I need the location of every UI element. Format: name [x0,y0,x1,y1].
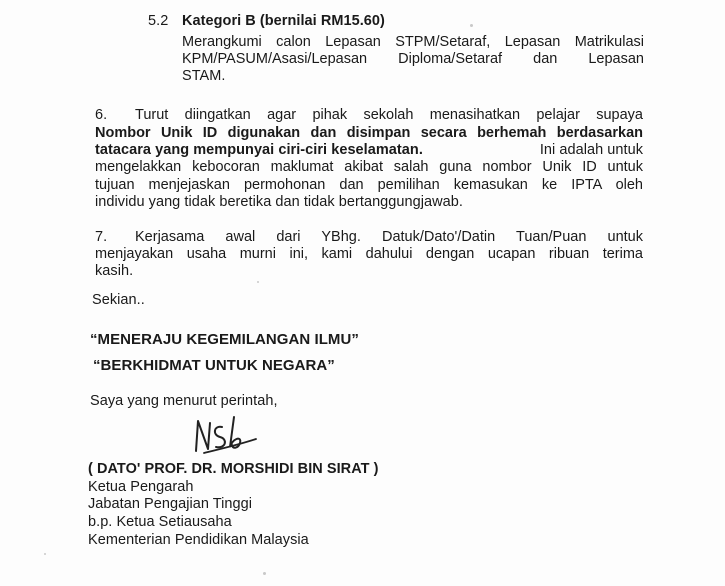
section-text-line-3: STAM. [182,68,226,84]
section-heading: Kategori B (bernilai RM15.60) [182,13,385,29]
motto-2: “BERKHIDMAT UNTUK NEGARA” [93,357,335,374]
paragraph-7-number: 7. [95,229,108,245]
section-number: 5.2 [148,13,169,29]
sekian-text: Sekian.. [92,292,145,308]
handwritten-signature [190,413,265,458]
paragraph-7-line-3: kasih. [95,263,134,279]
scan-speck [257,281,259,283]
section-text-line-2: KPM/PASUM/Asasi/Lepasan Diploma/Setaraf dan Lepasan [182,51,644,67]
signatory-title-1: Ketua Pengarah [88,479,194,495]
signatory-title-3: b.p. Ketua Setiausaha [88,514,232,530]
signatory-name: ( DATO' PROF. DR. MORSHIDI BIN SIRAT ) [88,461,379,477]
paragraph-7-line-2: menjayakan usaha murni ini, kami dahului dengan ucapan ribuan terima [95,246,643,262]
paragraph-6-line-3 [95,142,643,159]
scan-speck [470,24,473,27]
paragraph-6-line-2: Nombor Unik ID digunakan dan disimpan secara berhemah berdasarkan [95,125,643,141]
section-text-line-1: Merangkumi calon Lepasan STPM/Setaraf, Lepasan Matrikulasi [182,34,644,50]
signatory-title-2: Jabatan Pengajian Tinggi [88,496,253,512]
paragraph-7-line-1: Kerjasama awal dari YBhg. Datuk/Dato'/Datin Tuan/Puan untuk [135,229,643,245]
paragraph-6-line-3-rest: Ini adalah untuk [539,142,643,158]
scan-speck [263,572,266,575]
paragraph-6-line-4: mengelakkan kebocoran maklumat akibat salah guna nombor Unik ID untuk [95,159,643,175]
paragraph-6-line-5: tujuan menjejaskan permohonan dan pemilihan kemasukan ke IPTA oleh [95,177,643,193]
signatory-title-4: Kementerian Pendidikan Malaysia [88,532,309,548]
paragraph-6-line-6: individu yang tidak beretika dan tidak bertanggungjawab. [95,194,463,210]
scan-speck [44,553,46,555]
paragraph-6-line-3-bold: tatacara yang mempunyai ciri-ciri keselamatan. [95,142,423,158]
motto-1: “MENERAJU KEGEMILANGAN ILMU” [90,331,359,348]
saya-yang-menurut-perintah: Saya yang menurut perintah, [90,393,278,409]
paragraph-6-line-1: Turut diingatkan agar pihak sekolah menasihatkan pelajar supaya [135,107,643,123]
paragraph-6-number: 6. [95,107,108,123]
